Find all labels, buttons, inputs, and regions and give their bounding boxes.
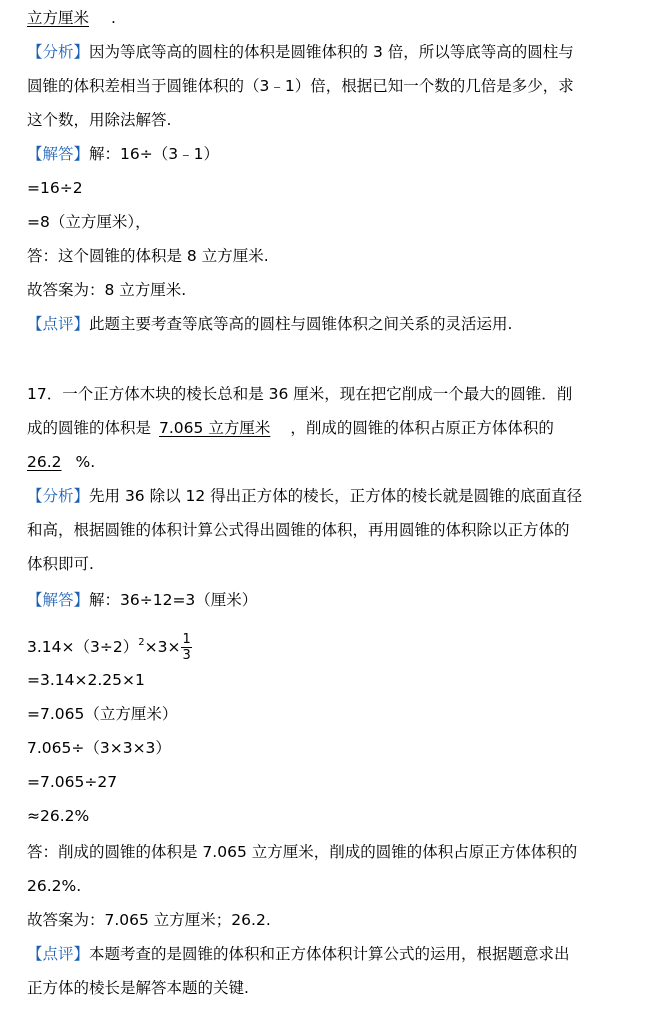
comment-tag: 【点评】 — [27, 945, 90, 963]
q17-formula: $3.14\times(3\div 2)^2\times 3\times$ $\frac{1}{3}$ — [27, 632, 191, 663]
prev-answer-heading: 【解答】解：16÷（3﹣1） — [27, 145, 219, 163]
analysis-tag: 【分析】 — [27, 487, 90, 505]
prev-conclusion: 答：这个圆锥的体积是 8 立方厘米. — [27, 247, 269, 265]
q17-analysis-line-3: 体积即可. — [27, 555, 94, 573]
q17-question-line-3: 26.2 %. — [27, 453, 96, 471]
q17-answer-heading: 【解答】解：36÷12=3（厘米） — [27, 591, 258, 609]
prev-comment: 【点评】此题主要考查等底等高的圆柱与圆锥体积之间关系的灵活运用. — [27, 315, 513, 333]
prev-answer-blank: 立方厘米 — [27, 9, 90, 27]
q17-step-2: =7.065（立方厘米） — [27, 705, 178, 723]
q17-conclusion-line-2: 26.2%. — [27, 877, 82, 895]
prev-analysis-line-1: 【分析】因为等底等高的圆柱的体积是圆锥体积的 3 倍，所以等底等高的圆柱与 — [27, 43, 574, 61]
prev-answer-line — [27, 8, 647, 28]
q17-analysis-line-1: 【分析】先用 36 除以 12 得出正方体的棱长，正方体的棱长就是圆锥的底面直径 — [27, 487, 583, 505]
analysis-tag: 【分析】 — [27, 43, 90, 61]
exponent: 2 — [138, 637, 145, 648]
q17-blank-1: 7.065 立方厘米 — [159, 419, 271, 437]
q17-final-answer: 故答案为：7.065 立方厘米；26.2. — [27, 911, 271, 929]
q17-step-4: =7.065÷27 — [27, 773, 118, 791]
q17-comment-line-2: 正方体的棱长是解答本题的关键. — [27, 979, 249, 997]
q17-analysis-line-2: 和高，根据圆锥的体积计算公式得出圆锥的体积，再用圆锥的体积除以正方体的 — [27, 521, 570, 539]
answer-tag: 【解答】 — [27, 145, 90, 163]
q17-blank-2: 26.2 — [27, 453, 62, 471]
prev-step-1: =16÷2 — [27, 179, 83, 197]
q17-conclusion-line-1: 答：削成的圆锥的体积是 7.065 立方厘米，削成的圆锥的体积占原正方体体积的 — [27, 843, 578, 861]
fraction-one-third: $\frac{1}{3}$ — [182, 632, 191, 663]
prev-analysis-line-3: 这个数，用除法解答. — [27, 111, 172, 129]
prev-step-2: =8（立方厘米）， — [27, 213, 151, 231]
q17-question-line-1: 17．一个正方体木块的棱长总和是 36 厘米，现在把它削成一个最大的圆锥．削 — [27, 385, 573, 403]
answer-tag: 【解答】 — [27, 591, 90, 609]
prev-answer-tail: . — [111, 9, 116, 27]
prev-final-answer: 故答案为：8 立方厘米. — [27, 281, 187, 299]
comment-tag: 【点评】 — [27, 315, 90, 333]
prev-analysis-line-2: 圆锥的体积差相当于圆锥体积的（3﹣1）倍，根据已知一个数的几倍是多少，求 — [27, 77, 574, 95]
q17-step-5: ≈26.2% — [27, 807, 90, 825]
q17-step-3: 7.065÷（3×3×3） — [27, 739, 171, 757]
q17-comment-line-1: 【点评】本题考查的是圆锥的体积和正方体体积计算公式的运用，根据题意求出 — [27, 945, 570, 963]
q17-question-line-2: 成的圆锥的体积是 7.065 立方厘米 ，削成的圆锥的体积占原正方体体积的 — [27, 419, 554, 437]
q17-step-1: =3.14×2.25×1 — [27, 671, 145, 689]
